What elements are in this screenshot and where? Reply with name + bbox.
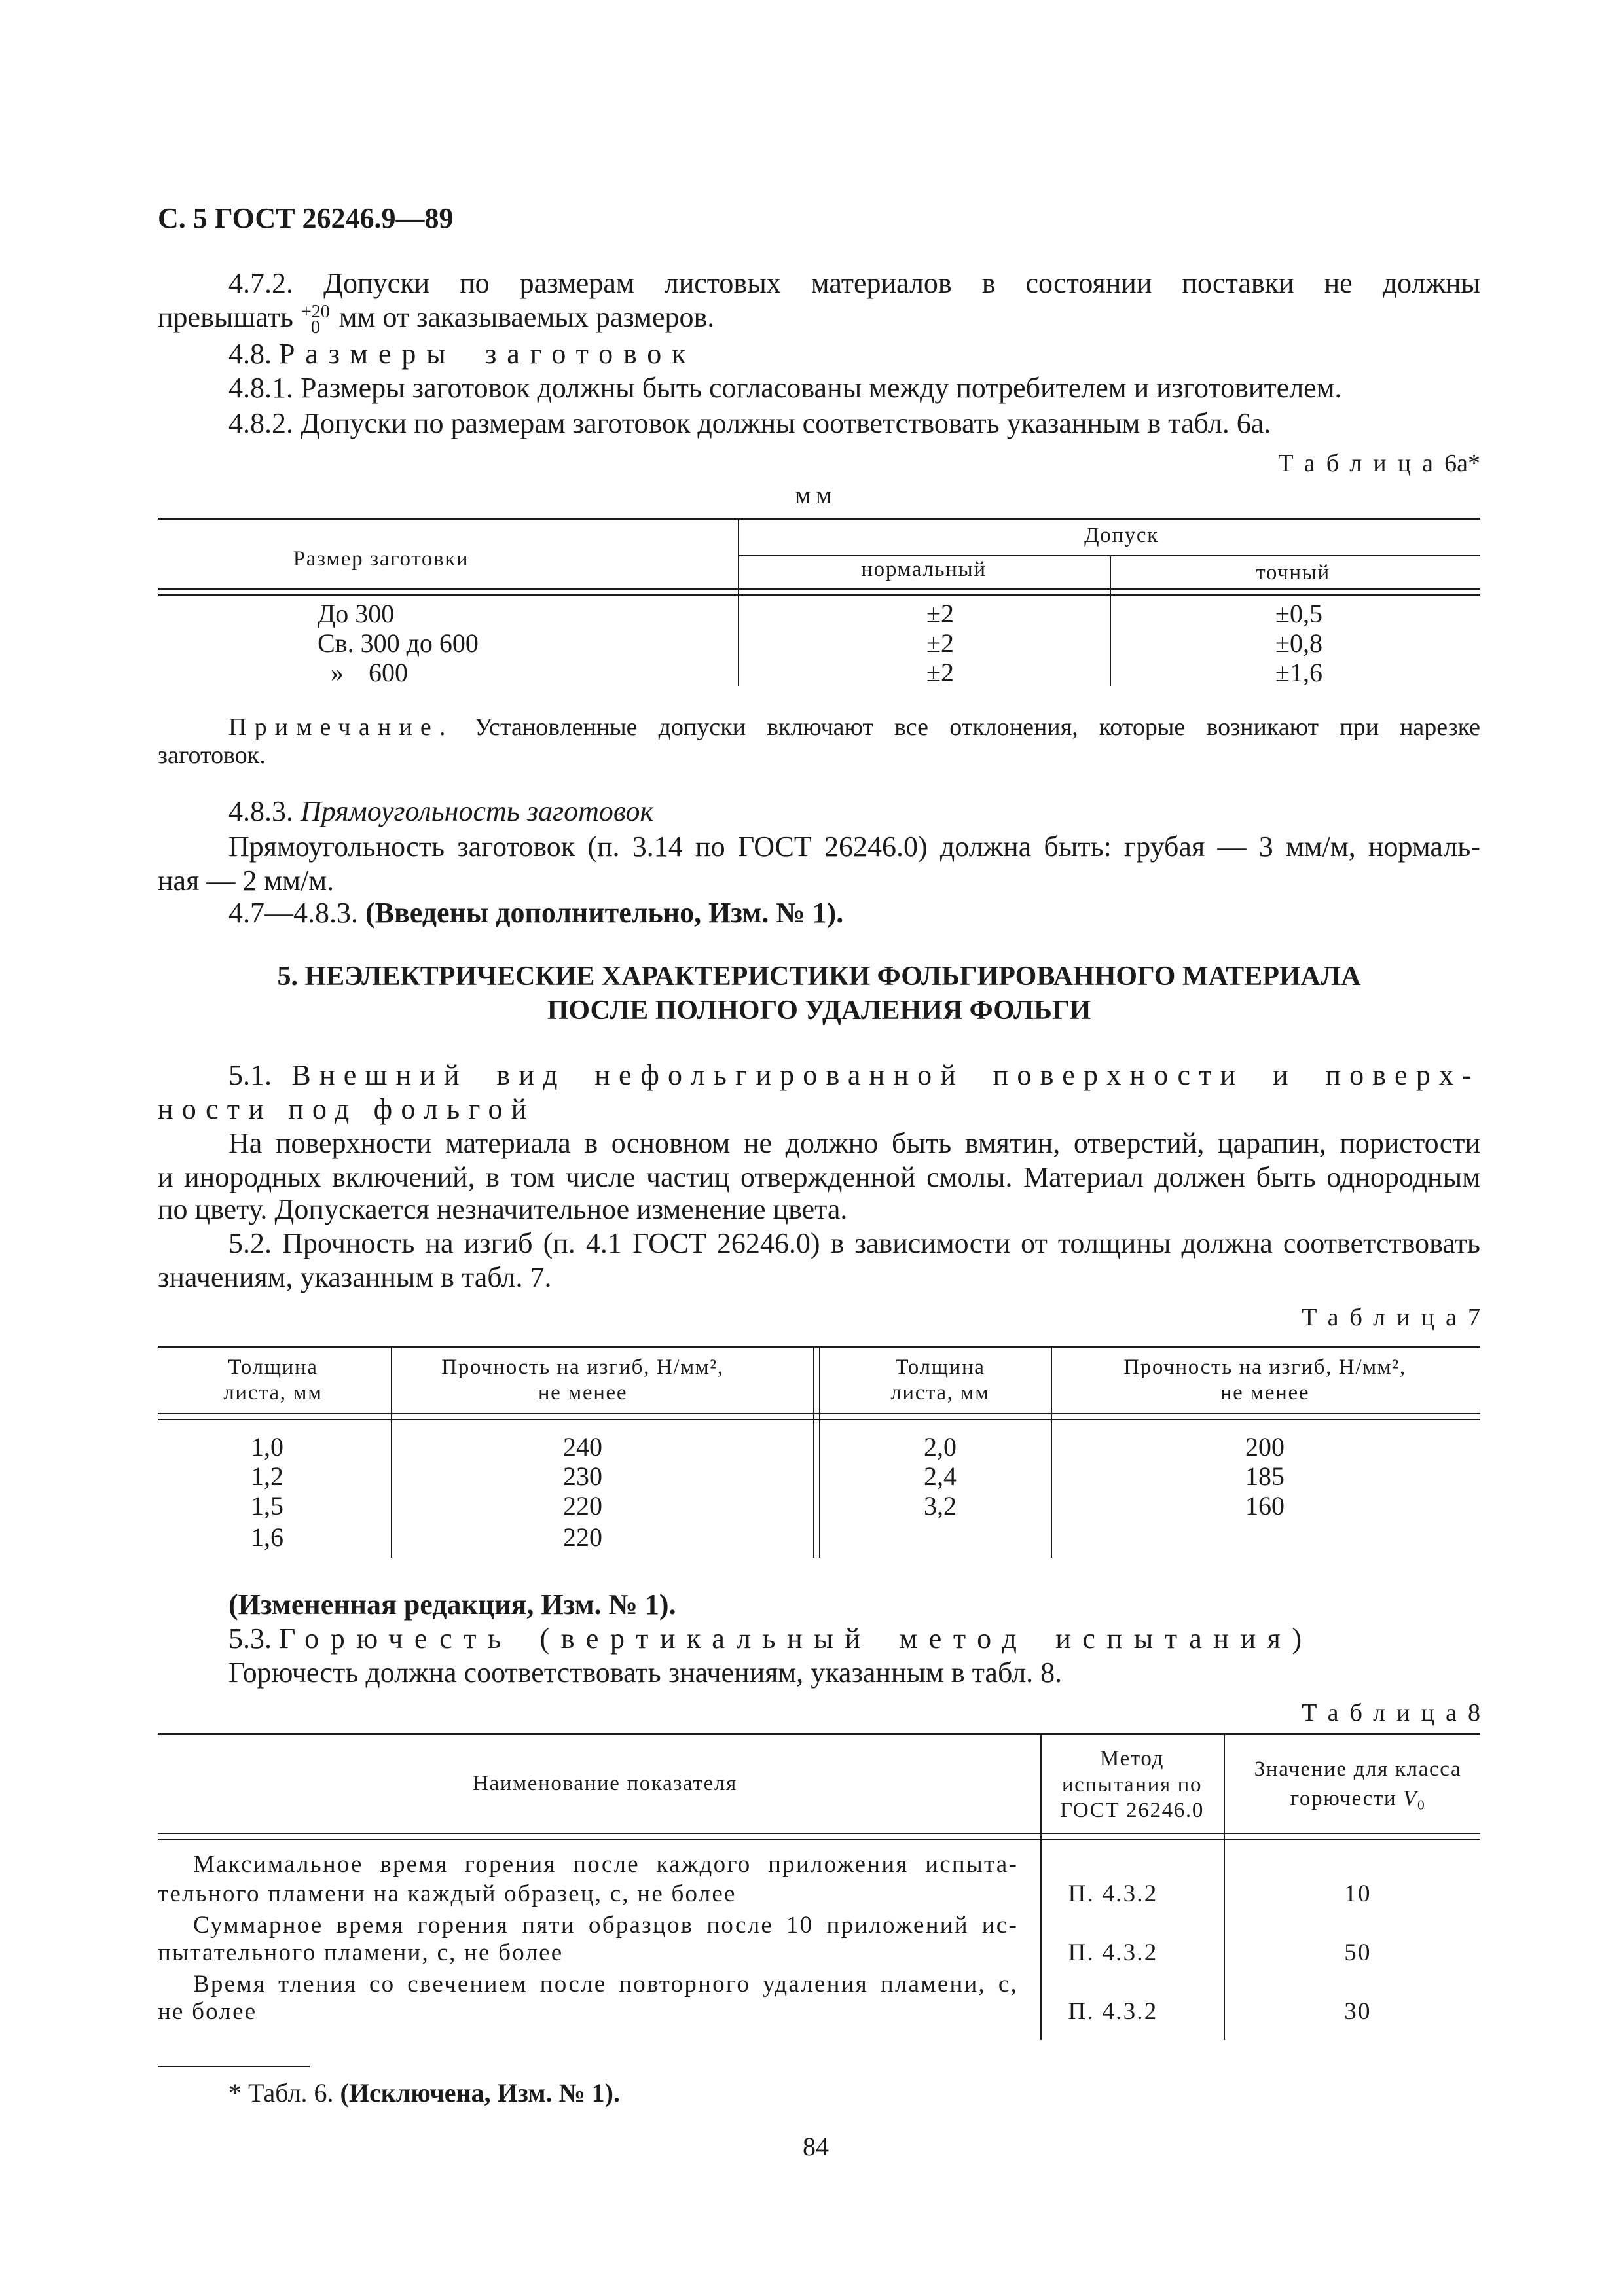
table7-right-row-2-thickness: 2,4 — [924, 1462, 957, 1491]
table6a-row-3-size: » 600 — [331, 658, 408, 687]
table7-right-row-2-strength: 185 — [1245, 1462, 1285, 1491]
amendment-note-2: (Измененная редакция, Изм. № 1). — [228, 1588, 676, 1621]
table7-head-col4-line2: не менее — [1220, 1381, 1310, 1405]
table6a-row-2-size: Св. 300 до 600 — [318, 628, 479, 658]
table8-caption-word: Таблица — [1302, 1699, 1468, 1727]
clause-4-8-3-number: 4.8.3. — [228, 795, 293, 827]
table8-row-1-value: 10 — [1344, 1880, 1372, 1907]
table7-row-4-thickness: 1,6 — [251, 1522, 283, 1552]
table6a-row-1-precise: ±0,5 — [1275, 599, 1322, 628]
table7-head-col2-line2: не менее — [538, 1381, 628, 1405]
table8-row-1-method: П. 4.3.2 — [1068, 1880, 1158, 1907]
table6a-row-2-precise: ±0,8 — [1275, 628, 1322, 658]
table6a-row-3-normal: ±2 — [926, 658, 954, 687]
table7-row-2-strength: 230 — [563, 1462, 602, 1491]
table7-right-row-1-strength: 200 — [1245, 1432, 1285, 1462]
clause-5-1-number: 5.1. — [228, 1059, 272, 1091]
table8-row-1-line-2: тельного пламени на каждый образец, с, не более — [158, 1880, 737, 1907]
section-5-title-line-1: 5. НЕЭЛЕКТРИЧЕСКИЕ ХАРАКТЕРИСТИКИ ФОЛЬГИРОВАННОГО МАТЕРИАЛА — [277, 961, 1361, 992]
table8-top-rule — [158, 1733, 1480, 1735]
table7-caption — [957, 1300, 1480, 1335]
table7-row-1-strength: 240 — [563, 1432, 602, 1462]
table7-right-row-3-thickness: 3,2 — [924, 1491, 957, 1520]
tolerance-stack — [301, 301, 330, 338]
table6a-row-2-normal: ±2 — [926, 628, 954, 658]
tolerance-upper: +20 — [301, 301, 330, 322]
clause-4-8-3-title: Прямоугольность заготовок — [301, 795, 654, 827]
table6a-header-rule-lower — [158, 594, 1480, 596]
table8-head-method-line1: Метод — [1099, 1747, 1165, 1770]
amendment-note-1 — [228, 896, 1480, 930]
table8-row-2-line-2: пытательного пламени, с, не более — [158, 1939, 564, 1966]
clause-4-8-title: Размеры заготовок — [279, 338, 697, 370]
table6a-caption-word: Таблица — [1278, 450, 1445, 477]
table6a-head-normal: нормальный — [861, 558, 987, 581]
clause-4-8-2: 4.8.2. Допуски по размерам заготовок должны соответствовать указанным в табл. 6а. — [228, 407, 1271, 439]
table6a-row-1-normal: ±2 — [926, 599, 954, 628]
clause-5-1-body-line-2: и инородных включений, в том числе частиц отвержденной смолы. Материал должен быть однородным — [158, 1161, 1480, 1193]
table6a-head-precise: точный — [1256, 561, 1330, 584]
clause-5-1-body-line-3: по цвету. Допускается незначительное изменение цвета. — [158, 1193, 848, 1225]
table7-right-row-3-strength: 160 — [1245, 1491, 1285, 1520]
table8-head-value-word: горючести — [1290, 1787, 1397, 1810]
table7-row-2-thickness: 1,2 — [251, 1462, 283, 1491]
table8-row-3-line-1: Время тления со свечением после повторного удаления пламени, с, — [193, 1971, 1018, 1998]
table6a-row-1-size: До 300 — [318, 599, 395, 628]
clause-4-8-1: 4.8.1. Размеры заготовок должны быть согласованы между потребителем и изготовителем. — [228, 372, 1342, 404]
table7-vertical-rule-2b — [819, 1346, 820, 1558]
table8-row-2-line-1: Суммарное время горения пяти образцов после 10 приложений ис- — [193, 1912, 1018, 1939]
table8-head-method-line3: ГОСТ 26246.0 — [1060, 1799, 1204, 1822]
page-number: 84 — [803, 2132, 829, 2161]
table8-head-value-subscript: 0 — [1417, 1797, 1426, 1813]
table8-row-2-value: 50 — [1344, 1939, 1372, 1966]
clause-4-7-2-line-1: 4.7.2. Допуски по размерам листовых материалов в состоянии поставки не должны — [228, 267, 1480, 299]
table7-head-col3-line1: Толщина — [895, 1355, 985, 1379]
clause-5-2-line-2: значениям, указанным в табл. 7. — [158, 1261, 552, 1293]
clause-4-8-3-heading — [228, 795, 1276, 829]
table6a-unit: мм — [795, 482, 837, 509]
table8-head-method-line2: испытания по — [1061, 1773, 1203, 1797]
table7-head-col4-line1: Прочность на изгиб, Н/мм², — [1123, 1355, 1406, 1379]
table7-head-col2-line1: Прочность на изгиб, Н/мм², — [441, 1355, 724, 1379]
table8-row-3-value: 30 — [1344, 1998, 1372, 2025]
clause-4-8-3-line-2: ная — 2 мм/м. — [158, 865, 335, 897]
footnote — [228, 2076, 1014, 2110]
clause-5-3-heading — [228, 1622, 1480, 1656]
clause-4-8-number: 4.8. — [228, 338, 272, 370]
table6a-row-3-precise: ±1,6 — [1275, 658, 1322, 687]
clause-5-3-text: Горючесть должна соответствовать значениям, указанным в табл. 8. — [228, 1657, 1063, 1689]
table7-row-3-strength: 220 — [563, 1491, 602, 1520]
table7-row-1-thickness: 1,0 — [251, 1432, 283, 1462]
table8-row-3-method: П. 4.3.2 — [1068, 1998, 1158, 2025]
table8-header-rule-upper — [158, 1833, 1480, 1834]
table8-caption-number: 8 — [1468, 1699, 1480, 1727]
note-text: Установленные допуски включают все отклонения, которые возникают при нарезке — [474, 713, 1480, 741]
note-line-2: заготовок. — [158, 742, 266, 769]
table6a-caption-number: 6а* — [1444, 450, 1480, 477]
table8-head-value-symbol: V — [1403, 1787, 1418, 1810]
table8-row-2-method: П. 4.3.2 — [1068, 1939, 1158, 1966]
table6a-vertical-rule-1 — [738, 518, 739, 686]
table7-vertical-rule-3 — [1051, 1346, 1052, 1558]
table6a-caption — [957, 446, 1480, 480]
clause-5-1-body-line-1: На поверхности материала в основном не должно быть вмятин, отверстий, царапин, пористости — [228, 1127, 1480, 1159]
table7-head-col1-line1: Толщина — [228, 1355, 318, 1379]
table7-head-col1-line2: листа, мм — [223, 1381, 323, 1405]
section-5-title-line-2: ПОСЛЕ ПОЛНОГО УДАЛЕНИЯ ФОЛЬГИ — [547, 996, 1091, 1026]
table8-head-name: Наименование показателя — [473, 1772, 737, 1795]
table8-vertical-rule-2 — [1224, 1733, 1225, 2040]
table7-row-4-strength: 220 — [563, 1522, 602, 1552]
table6a-head-tolerance: Допуск — [1084, 524, 1159, 547]
clause-5-1-title-part-2: ности под фольгой — [158, 1093, 536, 1125]
table7-right-row-1-thickness: 2,0 — [924, 1432, 957, 1462]
table6a-top-rule — [158, 518, 1480, 520]
footnote-rule — [158, 2066, 310, 2067]
table8-header-rule-lower — [158, 1839, 1480, 1840]
clause-4-7-2-line-2 — [158, 300, 1074, 338]
table8-row-3-line-2: не более — [158, 1998, 257, 2025]
table7-row-3-thickness: 1,5 — [251, 1491, 283, 1520]
table7-caption-number: 7 — [1468, 1304, 1480, 1331]
table8-head-value-line1: Значение для класса — [1254, 1757, 1462, 1781]
table7-vertical-rule-2a — [813, 1346, 814, 1558]
table7-caption-word: Таблица — [1302, 1304, 1468, 1331]
table8-row-1-line-1: Максимальное время горения после каждого приложения испыта- — [193, 1851, 1018, 1878]
clause-5-1-title-part-1: Внешний вид нефольгированной поверхности и поверх- — [291, 1059, 1481, 1091]
clause-4-8-heading — [228, 337, 1480, 371]
footnote-ref: * Табл. 6. — [228, 2078, 334, 2108]
table8-caption — [957, 1696, 1480, 1730]
amendment-1-ref: 4.7—4.8.3. — [228, 897, 358, 929]
clause-5-3-number: 5.3. — [228, 1623, 272, 1655]
clause-5-3-title: Горючесть (вертикальный метод испытания) — [279, 1623, 1313, 1655]
table8-head-value-line2 — [1227, 1785, 1489, 1812]
clause-4-8-3-line-1: Прямоугольность заготовок (п. 3.14 по ГОСТ 26246.0) должна быть: грубая — 3 мм/м, нормаль- — [228, 831, 1480, 863]
footnote-text: (Исключена, Изм. № 1). — [340, 2078, 620, 2108]
clause-5-2-line-1: 5.2. Прочность на изгиб (п. 4.1 ГОСТ 26246.0) в зависимости от толщины должна соответствовать — [228, 1227, 1480, 1259]
note-label: Примечание. — [228, 713, 454, 741]
page-header: С. 5 ГОСТ 26246.9—89 — [158, 202, 454, 234]
table6a-head-size: Размер заготовки — [293, 547, 469, 571]
amendment-1-text: (Введены дополнительно, Изм. № 1). — [365, 897, 844, 929]
table7-header-rule-lower — [158, 1419, 1480, 1420]
clause-5-1-heading-line-1 — [228, 1058, 1480, 1092]
table7-head-col3-line2: листа, мм — [890, 1381, 990, 1405]
tolerance-lower: 0 — [310, 317, 320, 338]
clause-4-7-2-rest: мм от заказываемых размеров. — [338, 301, 715, 333]
table6a-header-rule-upper — [158, 588, 1480, 590]
table7-header-rule-upper — [158, 1413, 1480, 1414]
clause-4-7-2-exceed: превышать — [158, 301, 293, 333]
